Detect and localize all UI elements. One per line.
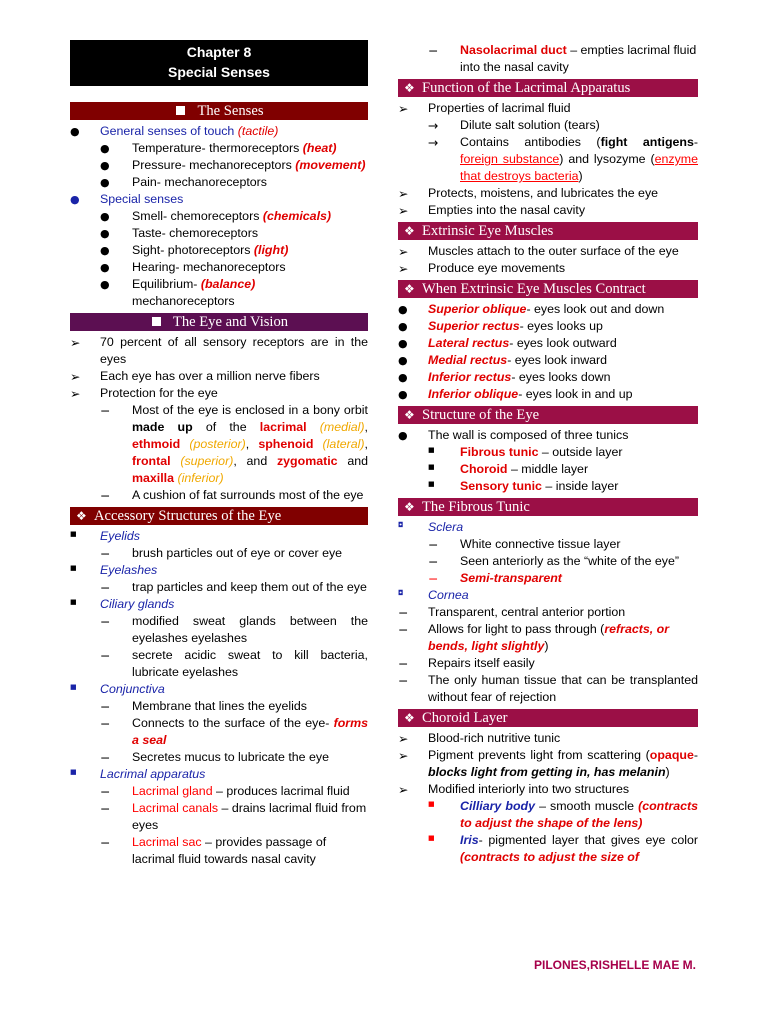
list-item: − Allows for light to pass through (refracts, or bends, light slightly) [398, 622, 670, 653]
list-item: − A cushion of fat surrounds most of the eye [100, 488, 364, 503]
right-arrow-icon: → [428, 118, 439, 133]
square-bullet-icon: ■ [70, 564, 77, 572]
list-item: ➢ Protection for the eye [70, 386, 218, 401]
list-item: − Lacrimal canals – drains lacrimal fluid from eyes [100, 801, 367, 832]
list-item: ● Special senses [70, 192, 184, 206]
square-bullet-icon: ■ [428, 446, 435, 454]
diamond-bullet-icon: ❖ [404, 711, 415, 725]
list-item: ➢ 70 percent of all sensory receptors are in the eyes [70, 335, 368, 366]
list-item: − Nasolacrimal duct – empties lacrimal fluid into the nasal cavity [428, 43, 697, 74]
list-item: − The only human tissue that can be transplanted without fear of rejection [398, 673, 698, 704]
list-item: ● Medial rectus- eyes look inward [398, 353, 608, 367]
diamond-bullet-icon: ❖ [404, 408, 415, 422]
list-item: − Most of the eye is enclosed in a bony orbit made up of the lacrimal (medial), ethmoid (posterior), sphenoid (lateral), frontal (superior), and zygomatic and maxilla (inferior) [100, 403, 368, 485]
list-item: ● Inferior rectus- eyes looks down [398, 370, 611, 384]
section-header-function: ❖ Function of the Lacrimal Apparatus [398, 79, 698, 97]
arrow-bullet-icon: ➢ [70, 335, 81, 350]
list-item: − Secretes mucus to lubricate the eye [100, 750, 329, 765]
list-item: ■ Eyelashes [70, 562, 368, 579]
bullet-icon: ● [398, 354, 408, 367]
list-item: ■ Conjunctiva [70, 681, 368, 698]
list-item: ● Sight- photoreceptors (light) [100, 243, 289, 257]
list-item: ➢ Modified interiorly into two structures [398, 782, 630, 797]
list-item: ➢ Produce eye movements [398, 261, 566, 276]
list-item: ➢ Protects, moistens, and lubricates the eye [398, 186, 659, 201]
list-item: − modified sweat glands between the eyelashes eyelashes [100, 614, 368, 645]
diamond-bullet-icon: ❖ [404, 500, 415, 514]
bullet-icon: ● [70, 193, 80, 206]
list-item: ➢ Muscles attach to the outer surface of the eye [398, 244, 679, 259]
list-item: → Contains antibodies (fight antigens- foreign substance) and lysozyme (enzyme that destroys bacteria) [428, 135, 698, 183]
bullet-icon: ● [398, 388, 408, 401]
arrow-bullet-icon: ➢ [398, 244, 409, 259]
list-item: ➢ Empties into the nasal cavity [398, 203, 586, 218]
bullet-icon: ● [100, 176, 110, 189]
list-item: − Repairs itself easily [398, 656, 535, 671]
dash-bullet-icon: − [100, 835, 111, 850]
dash-bullet-icon: − [100, 614, 111, 629]
list-item: ◘ Cornea [398, 587, 698, 604]
section-header-structure: ❖ Structure of the Eye [398, 406, 698, 424]
arrow-bullet-icon: ➢ [398, 101, 409, 116]
bullet-icon: ● [100, 244, 110, 257]
bullet-icon: ● [70, 125, 80, 138]
arrow-bullet-icon: ➢ [398, 186, 409, 201]
list-item: ● Temperature- thermoreceptors (heat) [100, 141, 337, 155]
arrow-bullet-icon: ➢ [70, 369, 81, 384]
dash-bullet-icon: − [100, 716, 111, 731]
list-item: ➢ Properties of lacrimal fluid [398, 101, 571, 116]
arrow-bullet-icon: ➢ [398, 748, 409, 763]
list-item: ■ Iris- pigmented layer that gives eye color (contracts to adjust the size of [398, 832, 698, 866]
left-column [70, 40, 368, 868]
list-item: ■ Lacrimal apparatus [70, 766, 368, 783]
list-item: ● Smell- chemoreceptors (chemicals) [100, 209, 332, 223]
dash-bullet-icon: − [398, 622, 409, 637]
dash-bullet-icon: − [428, 537, 439, 552]
list-item: − Connects to the surface of the eye- forms a seal [100, 716, 368, 747]
section-header-choroid: ❖ Choroid Layer [398, 709, 698, 727]
section-header-contract: ❖ When Extrinsic Eye Muscles Contract [398, 280, 698, 298]
bullet-icon: ● [398, 371, 408, 384]
bullet-icon: ● [398, 337, 408, 350]
diamond-bullet-icon: ❖ [404, 282, 415, 296]
dash-bullet-icon: − [100, 784, 111, 799]
list-item: ● Pain- mechanoreceptors [100, 175, 267, 189]
list-item: ● Hearing- mechanoreceptors [100, 260, 286, 274]
bullet-icon: ● [100, 159, 110, 172]
dash-bullet-icon: − [428, 571, 439, 586]
bullet-icon: ● [398, 303, 408, 316]
square-bullet-icon [152, 317, 161, 326]
list-item: ● Inferior oblique- eyes look in and up [398, 387, 633, 401]
list-item: − brush particles out of eye or cover eye [100, 546, 343, 561]
list-item: − White connective tissue layer [428, 537, 621, 552]
list-item: ● The wall is composed of three tunics [398, 428, 629, 442]
list-item: ● Pressure- mechanoreceptors (movement) [100, 158, 366, 172]
list-item: ● Lateral rectus- eyes look outward [398, 336, 617, 350]
dash-bullet-icon: − [100, 403, 111, 418]
square-bullet-icon: ■ [70, 768, 77, 776]
list-item: ● Taste- chemoreceptors [100, 226, 259, 240]
right-column [398, 42, 698, 866]
list-item: − secrete acidic sweat to kill bacteria, lubricate eyelashes [100, 648, 368, 679]
square-bullet-icon: ■ [428, 834, 435, 842]
list-item: ■ Ciliary glands [70, 596, 368, 613]
dash-bullet-icon: − [100, 648, 111, 663]
dash-bullet-icon: − [100, 750, 111, 765]
list-item: − Lacrimal sac – provides passage of lacrimal fluid towards nasal cavity [100, 835, 327, 866]
arrow-bullet-icon: ➢ [398, 731, 409, 746]
list-item: − Lacrimal gland – produces lacrimal fluid [100, 784, 350, 799]
chapter-title: Chapter 8 Special Senses [70, 40, 368, 86]
square-bullet-icon: ■ [70, 598, 77, 606]
list-item: ➢ Each eye has over a million nerve fibers [70, 369, 320, 384]
list-item: − Semi-transparent [428, 571, 562, 586]
dash-bullet-icon: − [428, 554, 439, 569]
list-item: ● Equilibrium- (balance) mechanoreceptors [100, 277, 256, 308]
list-item: ■ Cilliary body – smooth muscle (contracts to adjust the shape of the lens) [398, 798, 698, 832]
diamond-bullet-icon: ❖ [404, 224, 415, 238]
author-footer: PILONES,RISHELLE MAE M. [533, 958, 696, 972]
list-item: ➢ Blood-rich nutritive tunic [398, 731, 561, 746]
square-bullet-icon: ■ [428, 480, 435, 488]
section-header-eye-vision: The Eye and Vision [70, 313, 368, 331]
diamond-bullet-icon: ❖ [76, 509, 87, 523]
list-item: ■ Fibrous tunic – outside layer [398, 444, 698, 461]
section-header-accessory: ❖ Accessory Structures of the Eye [70, 507, 368, 525]
dash-bullet-icon: − [398, 656, 409, 671]
hollow-square-icon: ◘ [398, 521, 404, 529]
list-item: ● Superior oblique- eyes look out and down [398, 302, 665, 316]
list-item: → Dilute salt solution (tears) [428, 118, 600, 133]
list-item: − trap particles and keep them out of the eye [100, 580, 367, 595]
arrow-bullet-icon: ➢ [398, 261, 409, 276]
list-item: − Transparent, central anterior portion [398, 605, 626, 620]
list-item: ■ Choroid – middle layer [398, 461, 698, 478]
dash-bullet-icon: − [100, 488, 111, 503]
section-header-senses: The Senses [70, 102, 368, 120]
list-item: ● Superior rectus- eyes looks up [398, 319, 603, 333]
bullet-icon: ● [100, 227, 110, 240]
dash-bullet-icon: − [398, 673, 409, 688]
list-item: ■ Eyelids [70, 528, 368, 545]
arrow-bullet-icon: ➢ [398, 203, 409, 218]
bullet-icon: ● [100, 210, 110, 223]
diamond-bullet-icon: ❖ [404, 81, 415, 95]
list-item: − Membrane that lines the eyelids [100, 699, 307, 714]
dash-bullet-icon: − [428, 43, 439, 58]
arrow-bullet-icon: ➢ [70, 386, 81, 401]
square-bullet-icon: ■ [428, 463, 435, 471]
bullet-icon: ● [100, 278, 110, 291]
section-header-extrinsic: ❖ Extrinsic Eye Muscles [398, 222, 698, 240]
bullet-icon: ● [398, 429, 408, 442]
list-item: ● General senses of touch (tactile) [70, 124, 279, 138]
section-header-fibrous: ❖ The Fibrous Tunic [398, 498, 698, 516]
list-item: ◘ Sclera [398, 519, 698, 536]
dash-bullet-icon: − [100, 580, 111, 595]
dash-bullet-icon: − [100, 801, 111, 816]
square-bullet-icon [176, 106, 185, 115]
square-bullet-icon: ■ [428, 800, 435, 808]
dash-bullet-icon: − [100, 699, 111, 714]
arrow-bullet-icon: ➢ [398, 782, 409, 797]
bullet-icon: ● [100, 261, 110, 274]
right-arrow-icon: → [428, 135, 439, 150]
list-item: ■ Sensory tunic – inside layer [398, 478, 698, 495]
list-item: − Seen anteriorly as the “white of the eye” [428, 554, 680, 569]
list-item: ➢ Pigment prevents light from scattering (opaque- blocks light from getting in, has melanin) [398, 748, 698, 779]
hollow-square-icon: ◘ [398, 589, 404, 597]
dash-bullet-icon: − [100, 546, 111, 561]
square-bullet-icon: ■ [70, 530, 77, 538]
bullet-icon: ● [100, 142, 110, 155]
dash-bullet-icon: − [398, 605, 409, 620]
bullet-icon: ● [398, 320, 408, 333]
square-bullet-icon: ■ [70, 683, 77, 691]
